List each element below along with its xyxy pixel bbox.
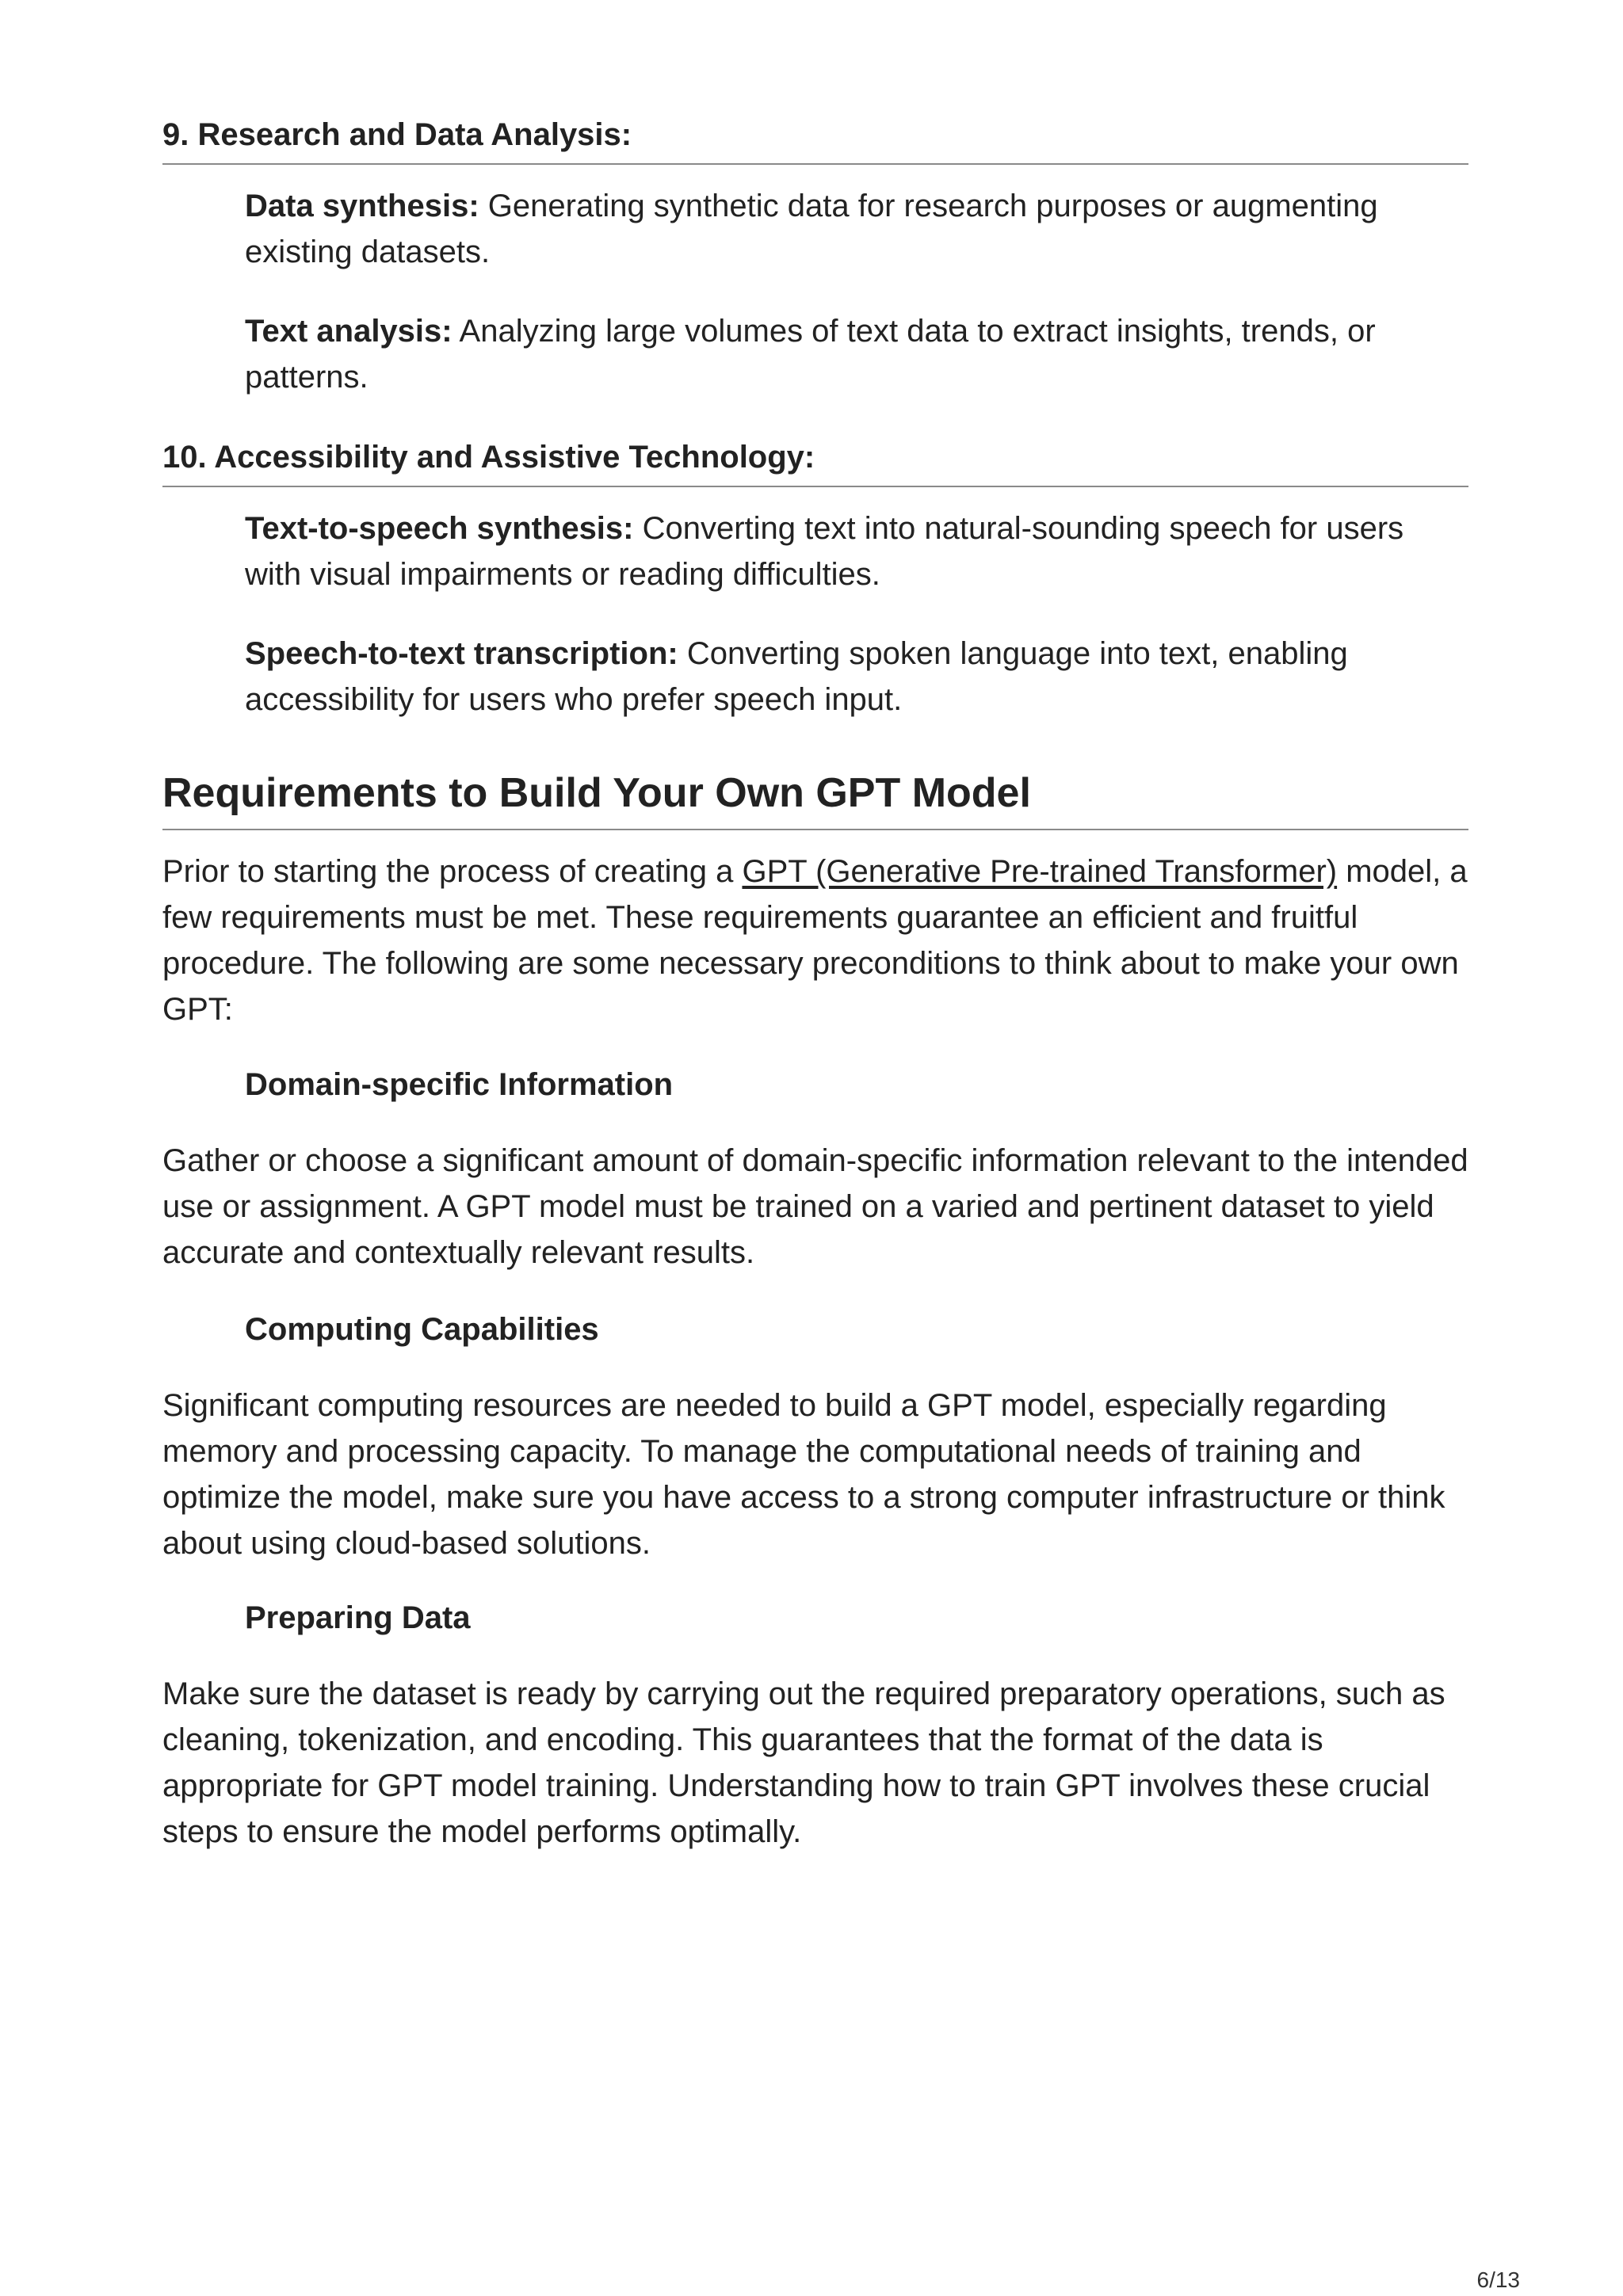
list-item: [245, 183, 1468, 275]
section-accessibility: [162, 438, 1468, 487]
list-item: [245, 631, 1468, 723]
page-number: 6/13: [1476, 2267, 1520, 2292]
item-term: Speech-to-text transcription:: [245, 636, 678, 671]
item-text: Converting spoken language into text, enabling accessibility for users who prefer speech input.: [245, 636, 1348, 717]
intro-text: model, a few requirements must be met. These requirements guarantee an efficient and fruitful procedure. The following are some necessary preconditions to think about to make your own GPT:: [162, 854, 1468, 1027]
item-term: Text analysis:: [245, 314, 453, 349]
subsection-heading-preparing-data: Preparing Data: [245, 1600, 471, 1635]
gpt-link[interactable]: GPT (Generative Pre-trained Transformer): [742, 854, 1338, 889]
requirements-section: [162, 769, 1468, 830]
subsection-heading-domain: Domain-specific Information: [245, 1067, 674, 1102]
subsection-body-preparing-data: Make sure the dataset is ready by carrying out the required preparatory operations, such as cleaning, tokenization, and encoding. This guarantees that the format of the data is appropriate for GPT model training. Understanding how to train GPT involves these crucial steps to ensure the model performs optimally.: [162, 1676, 1445, 1849]
subsection-heading-computing: Computing Capabilities: [245, 1312, 599, 1347]
subsection-body-domain: Gather or choose a significant amount of domain-specific information relevant to the intended use or assignment. A GPT model must be trained on a varied and pertinent dataset to yield accurate and contextually relevant results.: [162, 1143, 1468, 1270]
item-term: Data synthesis:: [245, 189, 479, 223]
intro-text: Prior to starting the process of creating a: [162, 854, 743, 889]
item-term: Text-to-speech synthesis:: [245, 511, 634, 546]
requirements-intro: [162, 849, 1468, 1032]
item-text: Converting text into natural-sounding speech for users with visual impairments or reading difficulties.: [245, 511, 1404, 592]
item-text: Analyzing large volumes of text data to extract insights, trends, or patterns.: [245, 314, 1376, 395]
section-heading: 9. Research and Data Analysis:: [162, 116, 1468, 165]
list-item: [245, 308, 1468, 400]
subsection-body-computing: Significant computing resources are needed to build a GPT model, especially regarding memory and processing capacity. To manage the computational needs of training and optimize the model, make sure you have access to a strong computer infrastructure or think about using cloud-based solutions.: [162, 1388, 1445, 1561]
section-heading: 10. Accessibility and Assistive Technology:: [162, 438, 1468, 487]
list-item: [245, 505, 1468, 597]
requirements-heading: Requirements to Build Your Own GPT Model: [162, 769, 1468, 830]
section-research-data-analysis: [162, 116, 1468, 165]
item-text: Generating synthetic data for research purposes or augmenting existing datasets.: [245, 189, 1378, 269]
